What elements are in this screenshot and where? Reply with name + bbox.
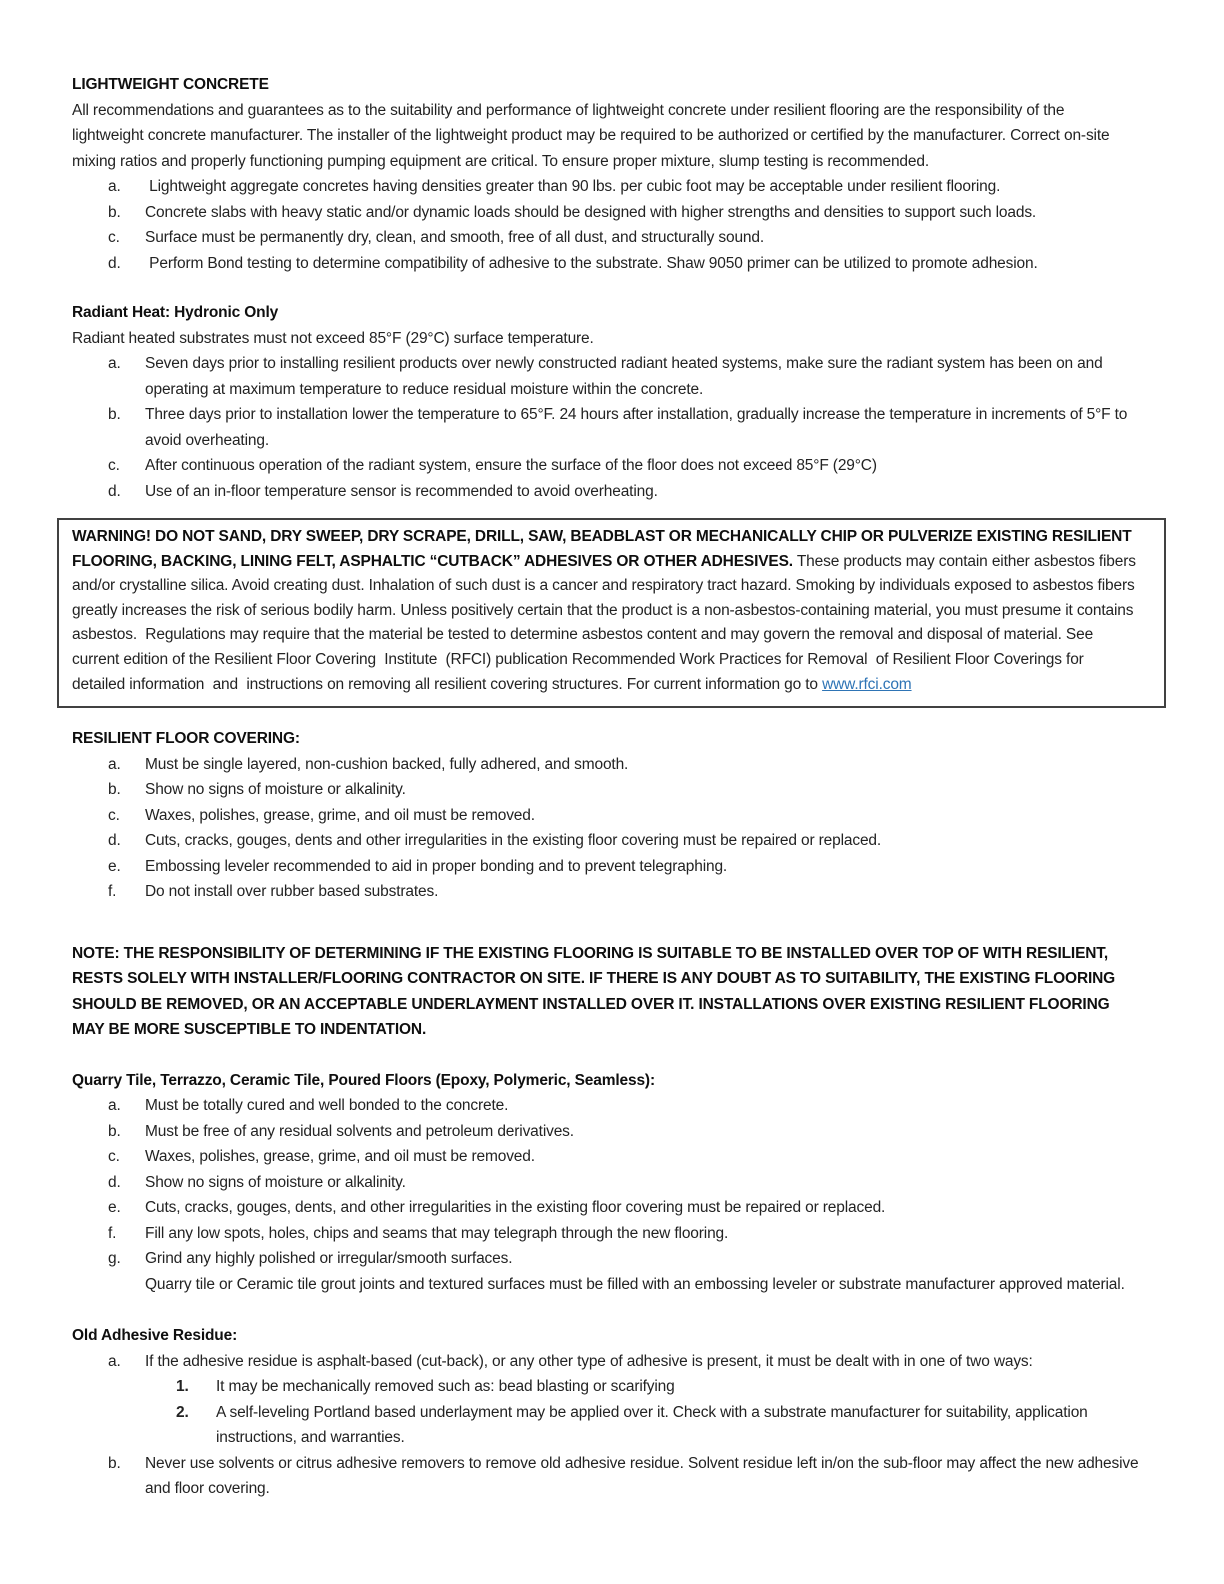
list-marker: b. — [108, 1454, 121, 1472]
section-heading: Quarry Tile, Terrazzo, Ceramic Tile, Poured Floors (Epoxy, Polymeric, Seamless): — [72, 1071, 655, 1089]
list-item-text: If the adhesive residue is asphalt-based (cut-back), or any other type of adhesive is present, it must be dealt with in one of two ways: — [145, 1352, 1033, 1370]
list-item — [72, 1221, 1140, 1247]
list-item-text: Must be single layered, non-cushion backed, fully adhered, and smooth. — [145, 755, 629, 773]
list-item — [72, 1349, 1140, 1375]
list-item-text: Must be totally cured and well bonded to the concrete. — [145, 1097, 509, 1115]
list-marker: g. — [108, 1250, 121, 1268]
list-marker: c. — [108, 457, 120, 474]
list-item-text: Perform Bond testing to determine compatibility of adhesive to the substrate. Shaw 9050 primer can be utilized to promote adhesion. — [145, 254, 1038, 272]
section-heading: RESILIENT FLOOR COVERING: — [72, 730, 300, 748]
list-item-text: Must be free of any residual solvents and petroleum derivatives. — [145, 1122, 574, 1140]
list-item — [72, 453, 1140, 479]
section-quarry-tile — [72, 1068, 1140, 1298]
list-marker: b. — [108, 1122, 121, 1140]
rfci-link[interactable]: www.rfci.com — [822, 675, 912, 693]
list-item — [72, 402, 1140, 453]
list-item-text: Do not install over rubber based substrates. — [145, 883, 439, 901]
list-marker: c. — [108, 806, 120, 824]
list-item-text: Seven days prior to installing resilient products over newly constructed radiant heated systems, make sure the radiant system has been on and operating at maximum temperature to reduce residual moisture within the concrete. — [145, 355, 1107, 398]
list-marker: c. — [108, 229, 120, 246]
list-item — [72, 803, 1140, 829]
list-item-text: Concrete slabs with heavy static and/or dynamic loads should be designed with higher strengths and densities to support such loads. — [145, 203, 1037, 221]
list-item — [72, 752, 1140, 778]
list-item — [72, 174, 1140, 200]
section-heading: Radiant Heat: Hydronic Only — [72, 304, 279, 321]
list-item-text: Embossing leveler recommended to aid in proper bonding and to prevent telegraphing. — [145, 857, 728, 875]
list-item — [72, 1144, 1140, 1170]
list-item — [72, 251, 1140, 277]
list-item — [72, 351, 1140, 402]
list-item-text: Show no signs of moisture or alkalinity. — [145, 1173, 406, 1191]
list-item — [72, 1195, 1140, 1221]
list-marker: d. — [108, 1173, 121, 1191]
list-item — [72, 1246, 1140, 1272]
list-item — [72, 200, 1140, 226]
section-intro-paragraph: All recommendations and guarantees as to the suitability and performance of lightweight concrete under resilient flooring are the responsibility of the lightweight concrete manufacturer. The installer of the lightweight product may be required to be authorized or certified by the manufacturer. Correct on-site mixing ratios and properly functioning pumping equipment are critical. To ensure proper mixture, slump testing is recommended. — [72, 101, 1114, 170]
list-item-text: Cuts, cracks, gouges, dents, and other irregularities in the existing floor covering must be repaired or replaced. — [145, 1199, 886, 1217]
list-marker: d. — [108, 482, 121, 500]
list-item — [72, 854, 1140, 880]
list-marker: b. — [108, 203, 121, 221]
list-item — [72, 1093, 1140, 1119]
list-item — [72, 777, 1140, 803]
sub-list-item — [72, 1374, 1140, 1400]
list-item-text: Lightweight aggregate concretes having densities greater than 90 lbs. per cubic foot may be acceptable under resilient flooring. — [145, 178, 1001, 195]
list-item-text: Use of an in-floor temperature sensor is recommended to avoid overheating. — [145, 482, 658, 500]
list-item-text: Cuts, cracks, gouges, dents and other irregularities in the existing floor covering must be repaired or replaced. — [145, 832, 882, 850]
section-heading: LIGHTWEIGHT CONCRETE — [72, 76, 269, 93]
list-item — [72, 1119, 1140, 1145]
list-item-text: Show no signs of moisture or alkalinity. — [145, 781, 406, 799]
list-item-text: Fill any low spots, holes, chips and seams that may telegraph through the new flooring. — [145, 1224, 729, 1242]
list-marker: a. — [108, 1097, 121, 1115]
list-item-text: Surface must be permanently dry, clean, and smooth, free of all dust, and structurally sound. — [145, 229, 765, 246]
list-item-text: Three days prior to installation lower the temperature to 65°F. 24 hours after installation, gradually increase the temperature in increments of 5°F to avoid overheating. — [145, 406, 1132, 449]
list-item — [72, 479, 1140, 505]
warning-body-text: These products may contain either asbestos fibers and/or crystalline silica. Avoid creating dust. Inhalation of such dust is a cancer and respiratory tract hazard. Smoking by individuals exposed to asbestos fibers greatly increases the risk of serious bodily harm. Unless positively certain that the product is a non-asbestos-containing material, you must presume it contains asbestos. Regulations may require that the material be tested to determine asbestos content and may govern the removal and disposal of material. See current edition of the Resilient Floor Covering Institute (RFCI) publication Recommended Work Practices for Removal of Resilient Floor Coverings for detailed information and instructions on removing all resilient covering structures. For current information go to — [72, 552, 1141, 693]
list-item — [72, 828, 1140, 854]
list-item-text: After continuous operation of the radiant system, ensure the surface of the floor does not exceed 85°F (29°C) — [145, 457, 877, 474]
list-item-text: Waxes, polishes, grease, grime, and oil must be removed. — [145, 806, 535, 824]
section-resilient-floor-covering — [72, 726, 1140, 905]
list-marker: a. — [108, 178, 121, 195]
list-item — [72, 1170, 1140, 1196]
list-item-text: Grind any highly polished or irregular/smooth surfaces. — [145, 1250, 513, 1268]
list-marker: a. — [108, 755, 121, 773]
list-marker: f. — [108, 883, 117, 901]
list-marker: e. — [108, 857, 121, 875]
sub-list-marker: 2. — [176, 1403, 189, 1421]
sub-list-item-text: A self-leveling Portland based underlayment may be applied over it. Check with a substrate manufacturer for suitability, application instructions, and warranties. — [216, 1403, 1092, 1447]
section-intro-paragraph: Radiant heated substrates must not exceed 85°F (29°C) surface temperature. — [72, 329, 594, 347]
list-item-text: Waxes, polishes, grease, grime, and oil must be removed. — [145, 1148, 535, 1166]
section-heading: Old Adhesive Residue: — [72, 1327, 238, 1345]
list-marker: c. — [108, 1148, 120, 1166]
asbestos-warning-box — [57, 518, 1166, 708]
list-marker: f. — [108, 1224, 117, 1242]
list-item — [72, 225, 1140, 251]
list-marker: a. — [108, 1352, 121, 1370]
section-lightweight-concrete — [72, 72, 1140, 276]
list-item — [72, 1451, 1143, 1502]
note-paragraph: NOTE: THE RESPONSIBILITY OF DETERMINING IF THE EXISTING FLOORING IS SUITABLE TO BE INSTALLED OVER TOP OF WITH RESILIENT, RESTS SOLELY WITH INSTALLER/FLOORING CONTRACTOR ON SITE. IF THERE IS ANY DOUBT AS TO SUITABILITY, THE EXISTING FLOORING SHOULD BE REMOVED, OR AN ACCEPTABLE UNDERLAYMENT INSTALLED OVER IT. INSTALLATIONS OVER EXISTING RESILIENT FLOORING MAY BE MORE SUSCEPTIBLE TO INDENTATION. — [72, 944, 1120, 1039]
list-marker: a. — [108, 355, 121, 372]
section-radiant-heat — [72, 300, 1140, 504]
sub-list-marker: 1. — [176, 1378, 189, 1396]
list-marker: b. — [108, 781, 121, 799]
list-continuation-paragraph: Quarry tile or Ceramic tile grout joints and textured surfaces must be filled with an embossing leveler or substrate manufacturer approved material. — [145, 1275, 1125, 1293]
section-old-adhesive-residue — [72, 1323, 1143, 1502]
sub-list-item — [72, 1400, 1140, 1451]
warning-bold-text: WARNING! DO NOT SAND, DRY SWEEP, DRY SCRAPE, DRILL, SAW, BEADBLAST OR MECHANICALLY CHIP OR PULVERIZE EXISTING RESILIENT FLOORING, BACKING, LINING FELT, ASPHALTIC “CUTBACK” ADHESIVES OR OTHER ADHESIVES. — [72, 528, 1136, 570]
list-item — [72, 879, 1140, 905]
list-item-text: Never use solvents or citrus adhesive removers to remove old adhesive residue. Solvent residue left in/on the sub-floor may affect the new adhesive and floor covering. — [145, 1454, 1143, 1498]
list-marker: e. — [108, 1199, 121, 1217]
list-marker: d. — [108, 254, 121, 272]
list-marker: b. — [108, 406, 121, 423]
list-marker: d. — [108, 832, 121, 850]
sub-list-item-text: It may be mechanically removed such as: bead blasting or scarifying — [216, 1378, 675, 1396]
